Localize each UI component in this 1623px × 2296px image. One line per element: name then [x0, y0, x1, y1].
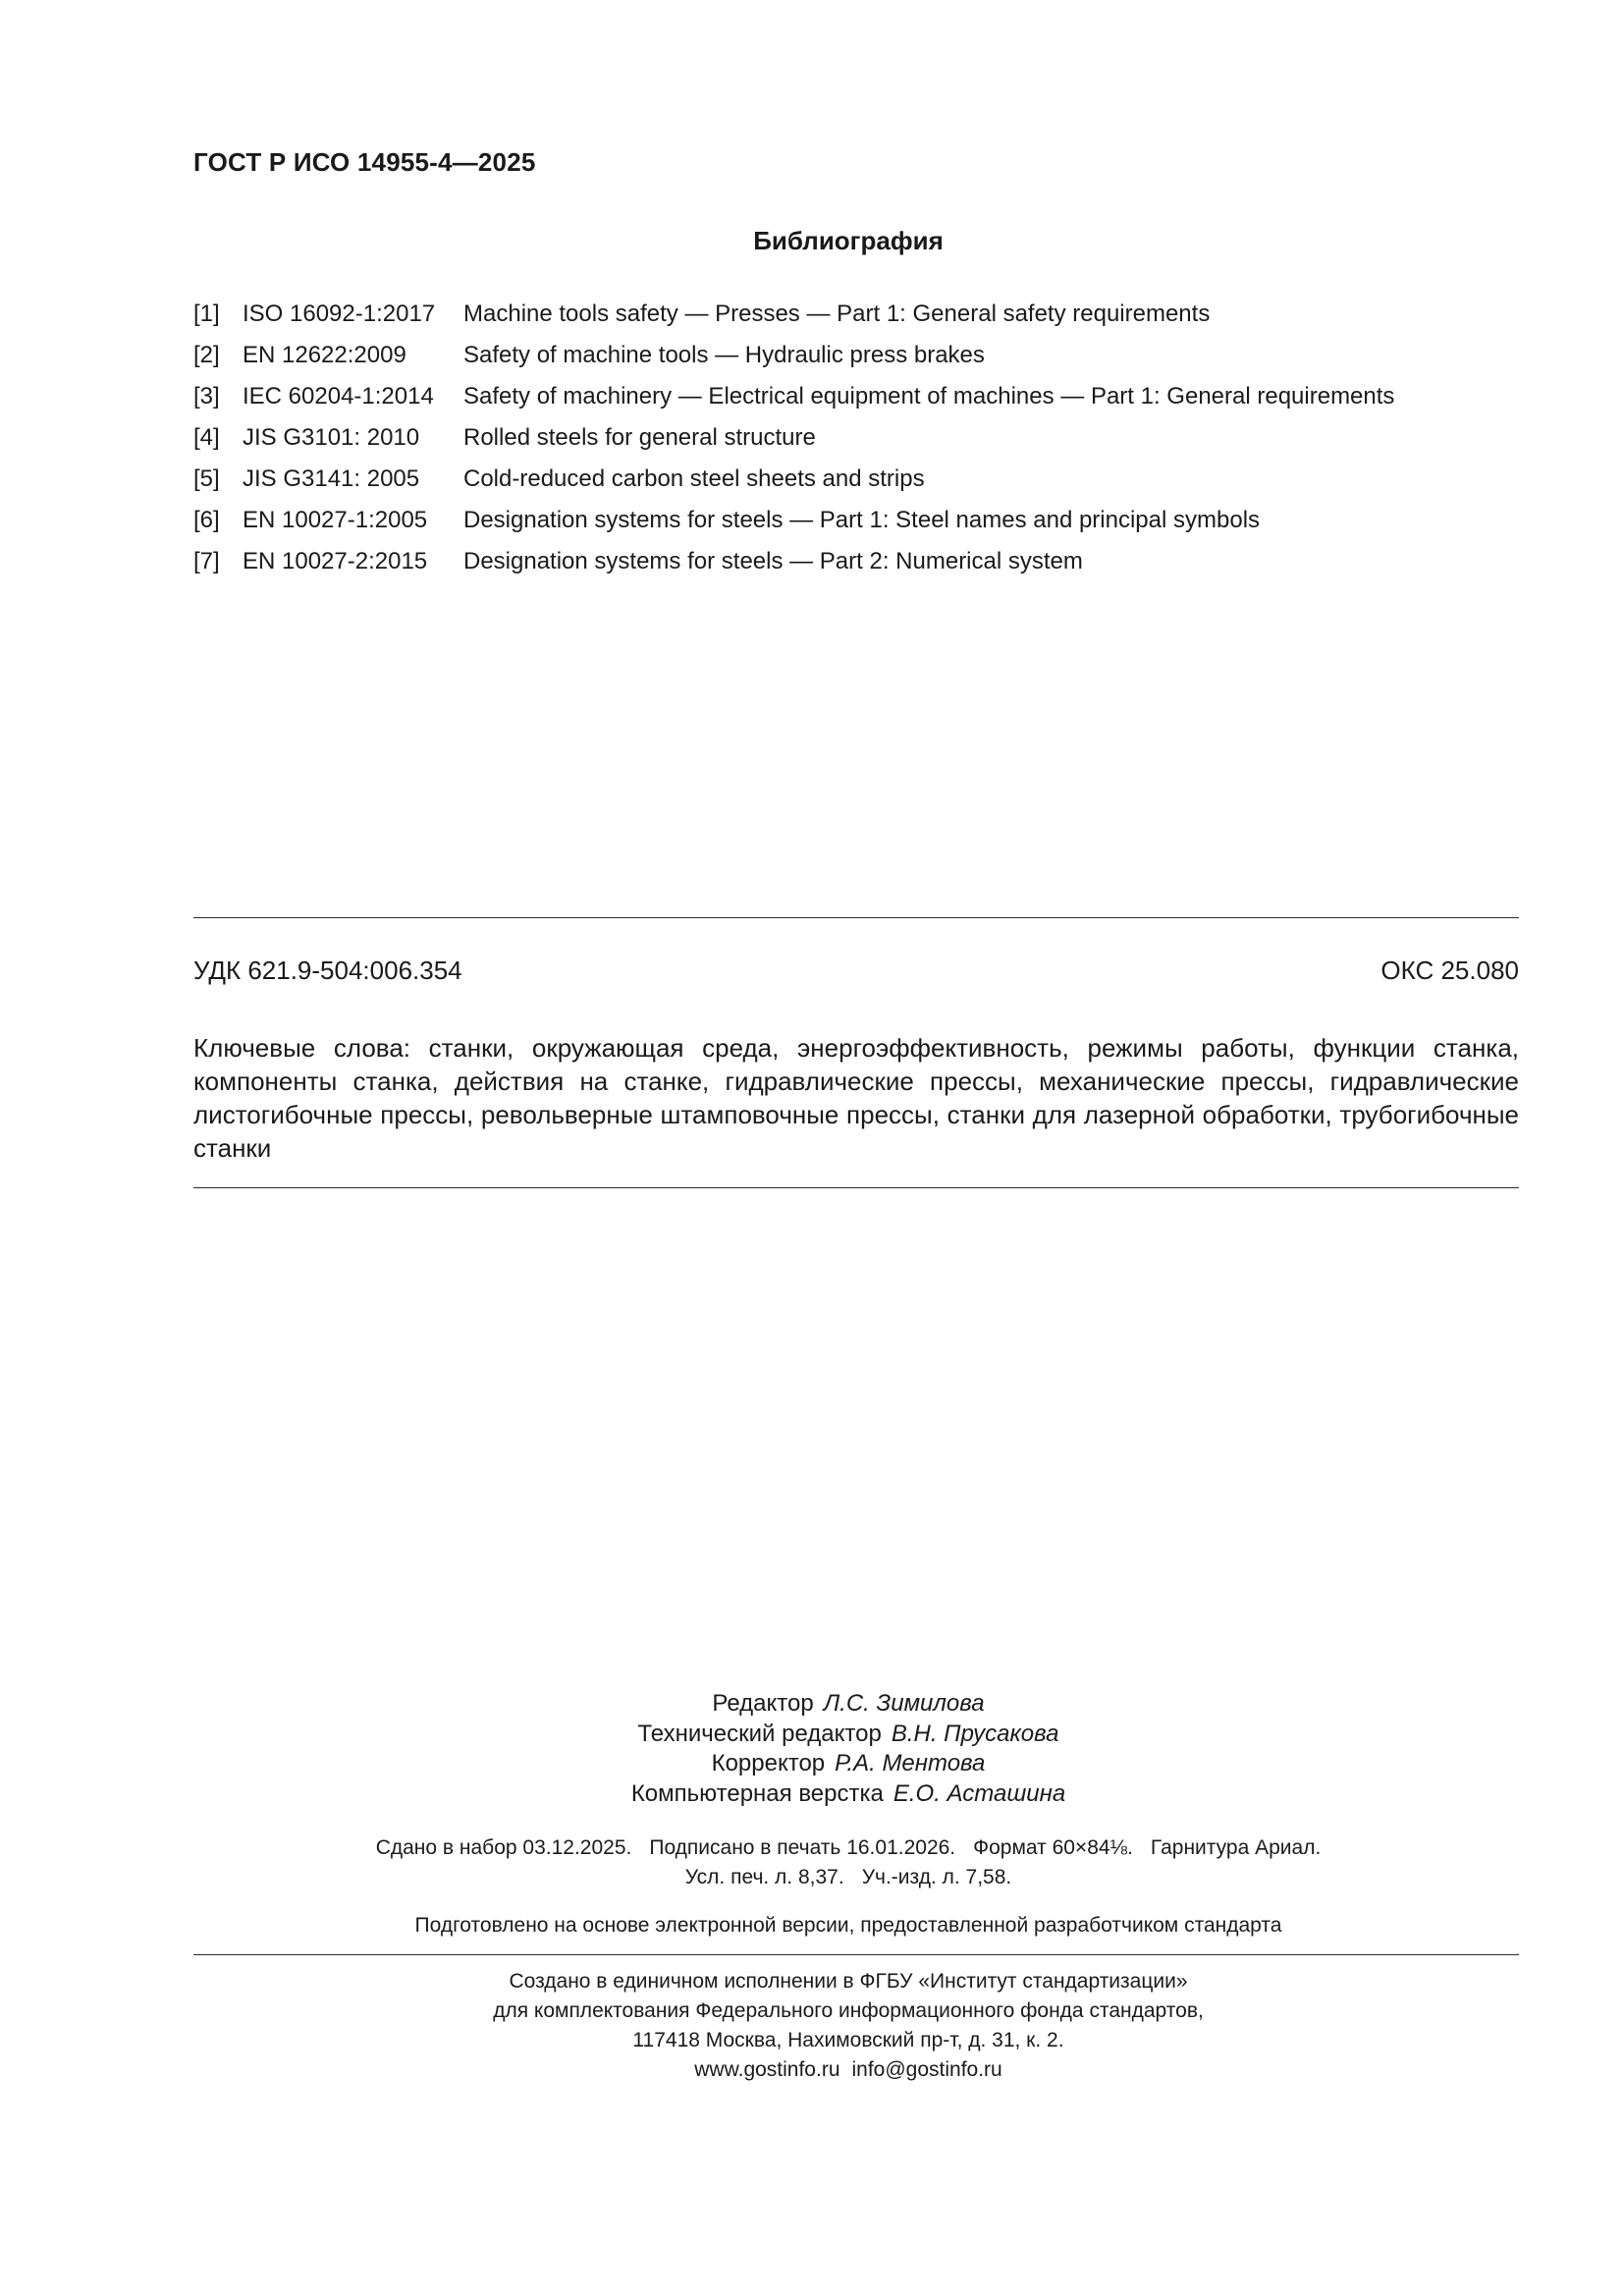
credit-role: Компьютерная верстка	[630, 1779, 884, 1807]
item-number: [3]	[193, 383, 220, 410]
item-number: [7]	[193, 548, 220, 574]
item-number: [4]	[193, 424, 220, 451]
item-title: Machine tools safety — Presses — Part 1: General safety requirements	[463, 301, 1211, 327]
credit-line	[0, 1720, 1623, 1750]
bibliography-item	[193, 464, 1519, 505]
divider	[193, 1187, 1519, 1188]
item-title: Safety of machinery — Electrical equipment of machines — Part 1: General requirements	[463, 383, 1395, 410]
item-code: EN 12622:2009	[243, 342, 406, 368]
publishing-sheets: Уч.-изд. л. 7,58.	[861, 1866, 1012, 1888]
item-number: [6]	[193, 507, 220, 533]
divider	[193, 917, 1519, 918]
item-title: Safety of machine tools — Hydraulic press brakes	[463, 342, 985, 368]
oks-code: ОКС 25.080	[1380, 956, 1519, 985]
prepared-note: Подготовлено на основе электронной версии, предоставленной разработчиком стандарта	[414, 1914, 1282, 1937]
bibliography-item	[193, 340, 1519, 381]
item-title: Designation systems for steels — Part 2: Numerical system	[463, 548, 1083, 574]
item-code: JIS G3141: 2005	[243, 465, 420, 492]
credit-role: Корректор	[711, 1750, 826, 1777]
bibliography-title: Библиография	[753, 226, 944, 255]
bibliography-item	[193, 381, 1519, 422]
bibliography-list	[193, 299, 1519, 587]
bibliography-item	[193, 299, 1519, 340]
credit-name: Р.А. Ментова	[835, 1750, 986, 1777]
item-number: [2]	[193, 342, 220, 368]
item-title: Cold-reduced carbon steel sheets and strips	[463, 465, 925, 492]
credit-line	[0, 1749, 1623, 1779]
paper-format: Формат 60×84⅛.	[973, 1836, 1133, 1859]
item-code: ISO 16092-1:2017	[243, 301, 436, 327]
item-code: EN 10027-2:2015	[243, 548, 428, 574]
footer-line: 117418 Москва, Нахимовский пр-т, д. 31, к. 2.	[632, 2029, 1064, 2051]
credit-name: Е.О. Асташина	[893, 1779, 1066, 1807]
footer-contacts	[0, 2055, 1623, 2085]
credit-name: В.Н. Прусакова	[891, 1720, 1059, 1747]
item-title: Designation systems for steels — Part 1: Steel names and principal symbols	[463, 507, 1261, 533]
bibliography-item	[193, 422, 1519, 464]
submitted-date: Сдано в набор 03.12.2025.	[375, 1836, 632, 1859]
item-code: JIS G3101: 2010	[243, 424, 420, 451]
publication-info	[0, 1833, 1623, 1892]
credits-block	[0, 1689, 1623, 1809]
footer-line: Создано в единичном исполнении в ФГБУ «Институт стандартизации»	[509, 1970, 1188, 1993]
publisher-footer	[0, 1967, 1623, 2085]
item-code: EN 10027-1:2005	[243, 507, 428, 533]
website-link[interactable]: www.gostinfo.ru	[694, 2058, 840, 2081]
divider	[193, 1954, 1519, 1955]
print-sheets: Усл. печ. л. 8,37.	[684, 1866, 844, 1888]
publication-line	[0, 1833, 1623, 1863]
footer-line: для комплектования Федерального информационного фонда стандартов,	[493, 1999, 1204, 2022]
credit-name: Л.С. Зимилова	[823, 1690, 985, 1717]
item-title: Rolled steels for general structure	[463, 424, 816, 451]
credit-line	[0, 1779, 1623, 1810]
item-code: IEC 60204-1:2014	[243, 383, 434, 410]
credit-role: Технический редактор	[637, 1720, 882, 1747]
udk-code: УДК 621.9-504:006.354	[193, 956, 462, 985]
credit-role: Редактор	[712, 1690, 814, 1717]
document-id: ГОСТ Р ИСО 14955-4—2025	[193, 147, 536, 177]
bibliography-item	[193, 546, 1519, 587]
item-number: [5]	[193, 465, 220, 492]
item-number: [1]	[193, 301, 220, 327]
keywords-paragraph: Ключевые слова: станки, окружающая среда, энергоэффективность, режимы работы, функции станка, компоненты станка, действия на станке, гидравлические прессы, механические прессы, гидравлические листогибочные прессы, револьверные штамповочные прессы, станки для лазерной обработки, трубогибочные станки	[193, 1033, 1519, 1163]
typeface: Гарнитура Ариал.	[1150, 1836, 1322, 1859]
publication-line	[0, 1863, 1623, 1892]
bibliography-item	[193, 505, 1519, 546]
signed-date: Подписано в печать 16.01.2026.	[649, 1836, 956, 1859]
credit-line	[0, 1689, 1623, 1720]
email-link[interactable]: info@gostinfo.ru	[851, 2058, 1002, 2081]
